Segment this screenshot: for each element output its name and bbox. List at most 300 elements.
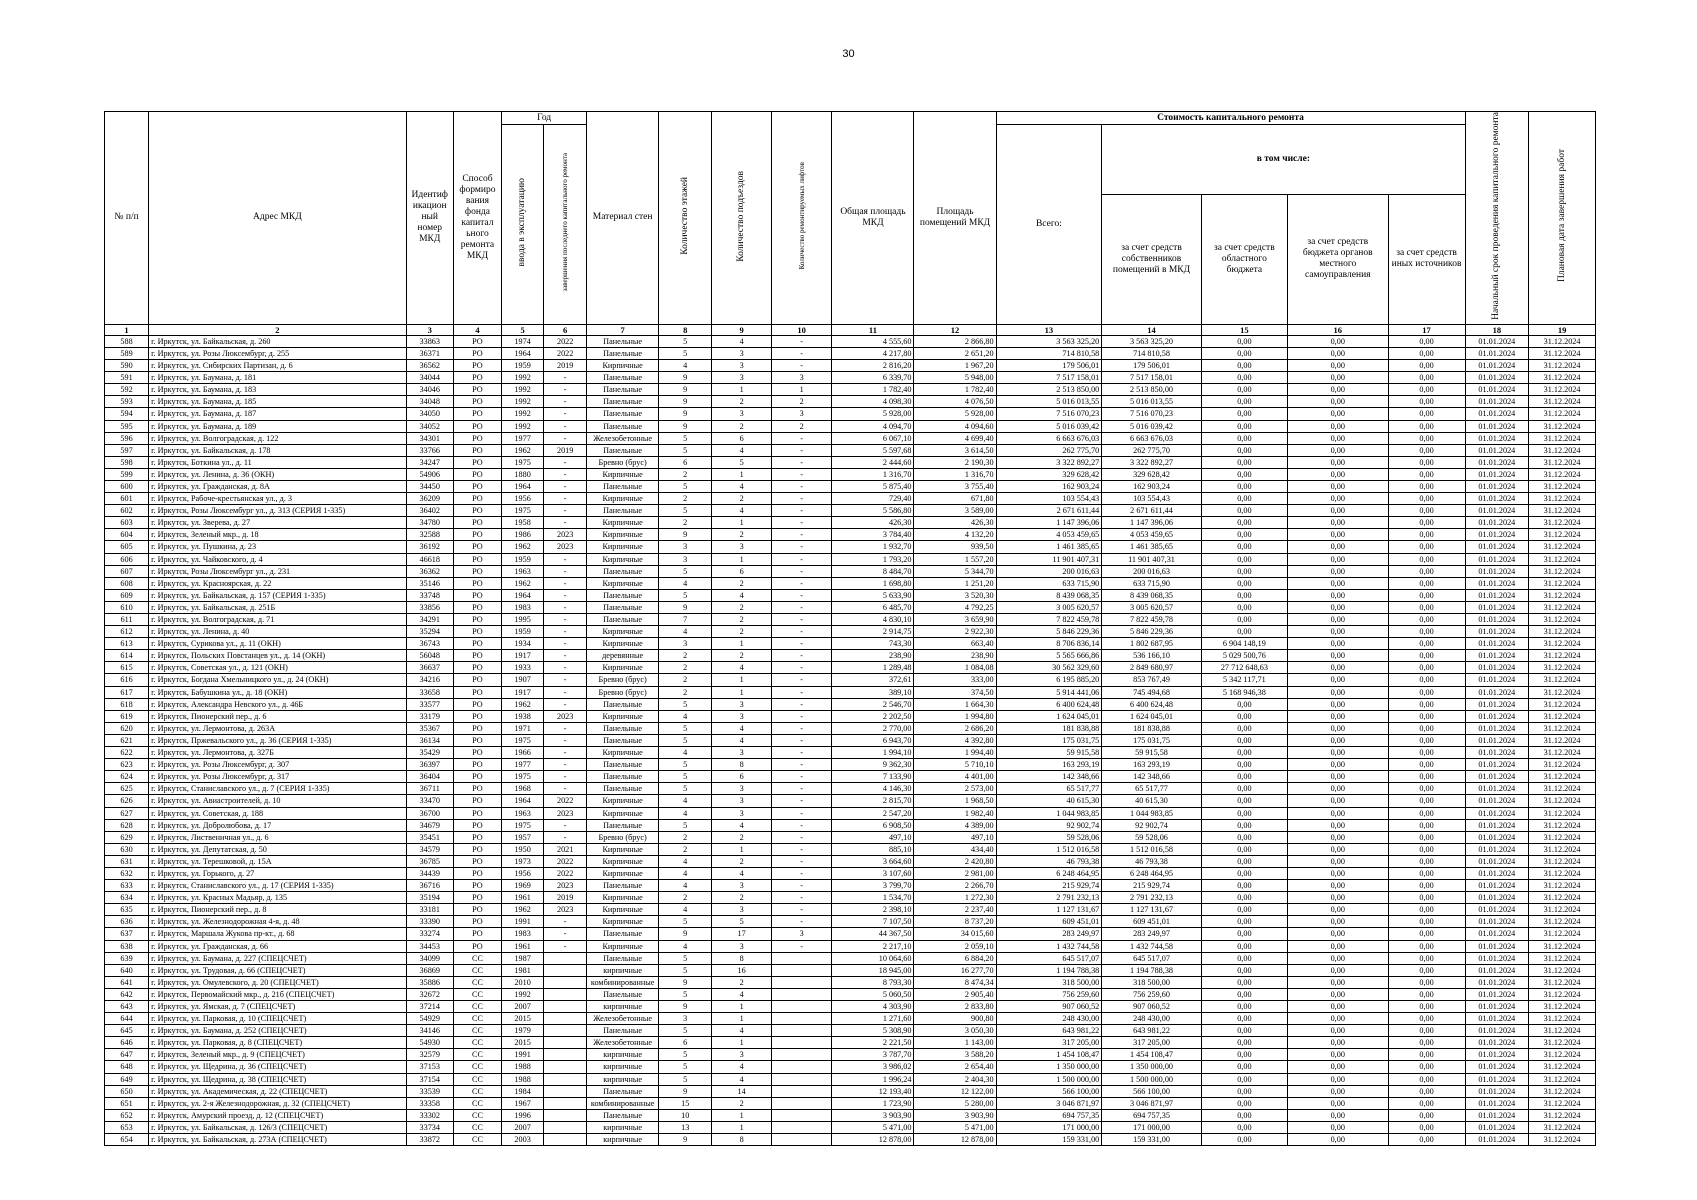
cell-premises-area: 939,50 bbox=[914, 541, 996, 553]
cell-total-area: 3 986,02 bbox=[832, 1061, 914, 1073]
cell-total-cost: 643 981,22 bbox=[996, 1025, 1102, 1037]
cell-regional: 0,00 bbox=[1201, 420, 1287, 432]
cell-other: 0,00 bbox=[1388, 1097, 1465, 1109]
cell-local: 0,00 bbox=[1287, 505, 1388, 517]
cell-premises-area: 1 664,30 bbox=[914, 698, 996, 710]
column-number: 4 bbox=[453, 324, 501, 335]
cell-owners: 142 348,66 bbox=[1102, 771, 1202, 783]
cell-start-date: 01.01.2024 bbox=[1465, 614, 1529, 626]
cell-start-date: 01.01.2024 bbox=[1465, 468, 1529, 480]
cell-regional: 0,00 bbox=[1201, 335, 1287, 347]
cell-regional: 0,00 bbox=[1201, 819, 1287, 831]
cell-regional: 0,00 bbox=[1201, 1061, 1287, 1073]
cell-total-cost: 1 461 385,65 bbox=[996, 541, 1102, 553]
cell-ident: 35429 bbox=[406, 747, 453, 759]
cell-other: 0,00 bbox=[1388, 771, 1465, 783]
cell-year-last-repair: - bbox=[544, 928, 587, 940]
cell-method: СС bbox=[453, 1013, 501, 1025]
cell-local: 0,00 bbox=[1287, 952, 1388, 964]
cell-floors: 4 bbox=[659, 855, 712, 867]
cell-local: 0,00 bbox=[1287, 444, 1388, 456]
cell-total-area: 1 782,40 bbox=[832, 384, 914, 396]
cell-ident: 33302 bbox=[406, 1109, 453, 1121]
cell-start-date: 01.01.2024 bbox=[1465, 565, 1529, 577]
table-row bbox=[105, 432, 1596, 444]
cell-end-date: 31.12.2024 bbox=[1529, 892, 1596, 904]
cell-total-cost: 756 259,60 bbox=[996, 988, 1102, 1000]
cell-total-area: 3 903,90 bbox=[832, 1109, 914, 1121]
cell-end-date: 31.12.2024 bbox=[1529, 505, 1596, 517]
cell-premises-area: 5 948,00 bbox=[914, 372, 996, 384]
cell-year-last-repair bbox=[544, 1073, 587, 1085]
cell-ident: 34439 bbox=[406, 867, 453, 879]
cell-total-area: 5 060,50 bbox=[832, 988, 914, 1000]
cell-wall-material: Панельные bbox=[587, 771, 659, 783]
cell-regional: 27 712 648,63 bbox=[1201, 662, 1287, 674]
column-number: 15 bbox=[1201, 324, 1287, 335]
cell-method: РО bbox=[453, 638, 501, 650]
cell-start-date: 01.01.2024 bbox=[1465, 904, 1529, 916]
cell-regional: 5 168 946,38 bbox=[1201, 686, 1287, 698]
cell-wall-material: Панельные bbox=[587, 952, 659, 964]
cell-other: 0,00 bbox=[1388, 855, 1465, 867]
cell-regional: 0,00 bbox=[1201, 493, 1287, 505]
cell-end-date: 31.12.2024 bbox=[1529, 601, 1596, 613]
cell-ident: 35367 bbox=[406, 722, 453, 734]
cell-owners: 2 513 850,00 bbox=[1102, 384, 1202, 396]
cell-other: 0,00 bbox=[1388, 867, 1465, 879]
cell-address: г. Иркутск, ул. Байкальская, д. 126/3 (СПЕЦСЧЕТ) bbox=[149, 1121, 407, 1133]
cell-floors: 7 bbox=[659, 614, 712, 626]
cell-method: СС bbox=[453, 952, 501, 964]
cell-num: 603 bbox=[105, 517, 149, 529]
cell-regional: 0,00 bbox=[1201, 976, 1287, 988]
header-total-area: Общая площадь МКД bbox=[832, 112, 914, 325]
cell-num: 613 bbox=[105, 638, 149, 650]
cell-floors: 4 bbox=[659, 867, 712, 879]
cell-wall-material: кирпичные bbox=[587, 1073, 659, 1085]
cell-address: г. Иркутск, ул. Гражданская, д. 66 bbox=[149, 940, 407, 952]
cell-total-area: 5 586,80 bbox=[832, 505, 914, 517]
cell-local: 0,00 bbox=[1287, 855, 1388, 867]
column-number: 6 bbox=[544, 324, 587, 335]
cell-method: РО bbox=[453, 347, 501, 359]
cell-method: СС bbox=[453, 1121, 501, 1133]
cell-floors: 9 bbox=[659, 1001, 712, 1013]
cell-ident: 36209 bbox=[406, 493, 453, 505]
cell-wall-material: Кирпичные bbox=[587, 662, 659, 674]
cell-elevators: - bbox=[771, 614, 832, 626]
cell-total-area: 5 308,90 bbox=[832, 1025, 914, 1037]
cell-wall-material: Панельные bbox=[587, 505, 659, 517]
cell-year-commission: 1933 bbox=[502, 662, 544, 674]
cell-method: РО bbox=[453, 783, 501, 795]
cell-num: 596 bbox=[105, 432, 149, 444]
cell-ident: 37154 bbox=[406, 1073, 453, 1085]
cell-num: 646 bbox=[105, 1037, 149, 1049]
cell-regional: 0,00 bbox=[1201, 988, 1287, 1000]
cell-year-commission: 1959 bbox=[502, 626, 544, 638]
cell-year-last-repair: - bbox=[544, 565, 587, 577]
cell-premises-area: 426,30 bbox=[914, 517, 996, 529]
cell-address: г. Иркутск, ул. Розы Люксембург, д. 307 bbox=[149, 759, 407, 771]
capital-repair-table bbox=[104, 111, 1596, 1146]
cell-ident: 34216 bbox=[406, 674, 453, 686]
cell-method: РО bbox=[453, 807, 501, 819]
cell-start-date: 01.01.2024 bbox=[1465, 505, 1529, 517]
cell-premises-area: 16 277,70 bbox=[914, 964, 996, 976]
cell-year-last-repair bbox=[544, 1013, 587, 1025]
cell-num: 639 bbox=[105, 952, 149, 964]
cell-premises-area: 12 878,00 bbox=[914, 1134, 996, 1146]
cell-premises-area: 5 710,10 bbox=[914, 759, 996, 771]
table-row bbox=[105, 843, 1596, 855]
cell-start-date: 01.01.2024 bbox=[1465, 880, 1529, 892]
cell-floors: 2 bbox=[659, 468, 712, 480]
cell-wall-material: Панельные bbox=[587, 722, 659, 734]
cell-elevators: 2 bbox=[771, 420, 832, 432]
cell-start-date: 01.01.2024 bbox=[1465, 831, 1529, 843]
cell-wall-material: Панельные bbox=[587, 880, 659, 892]
cell-total-area: 2 221,50 bbox=[832, 1037, 914, 1049]
cell-owners: 633 715,90 bbox=[1102, 577, 1202, 589]
cell-other: 0,00 bbox=[1388, 1134, 1465, 1146]
cell-start-date: 01.01.2024 bbox=[1465, 662, 1529, 674]
cell-entrances: 3 bbox=[712, 904, 772, 916]
cell-local: 0,00 bbox=[1287, 384, 1388, 396]
cell-premises-area: 3 588,20 bbox=[914, 1049, 996, 1061]
cell-owners: 1 802 687,95 bbox=[1102, 638, 1202, 650]
cell-elevators bbox=[771, 988, 832, 1000]
cell-total-area: 2 546,70 bbox=[832, 698, 914, 710]
cell-end-date: 31.12.2024 bbox=[1529, 867, 1596, 879]
cell-year-commission: 1988 bbox=[502, 1073, 544, 1085]
cell-num: 631 bbox=[105, 855, 149, 867]
cell-floors: 9 bbox=[659, 529, 712, 541]
cell-year-commission: 1977 bbox=[502, 759, 544, 771]
cell-wall-material: Панельные bbox=[587, 347, 659, 359]
cell-entrances: 3 bbox=[712, 940, 772, 952]
cell-premises-area: 3 520,30 bbox=[914, 589, 996, 601]
cell-wall-material: Кирпичные bbox=[587, 807, 659, 819]
cell-method: РО bbox=[453, 360, 501, 372]
cell-local: 0,00 bbox=[1287, 529, 1388, 541]
cell-other: 0,00 bbox=[1388, 577, 1465, 589]
cell-elevators: - bbox=[771, 589, 832, 601]
cell-year-last-repair bbox=[544, 988, 587, 1000]
cell-address: г. Иркутск, Бабушкина ул., д. 18 (ОКН) bbox=[149, 686, 407, 698]
cell-wall-material: Кирпичные bbox=[587, 553, 659, 565]
cell-floors: 4 bbox=[659, 360, 712, 372]
cell-owners: 1 350 000,00 bbox=[1102, 1061, 1202, 1073]
cell-regional: 5 342 117,71 bbox=[1201, 674, 1287, 686]
cell-other: 0,00 bbox=[1388, 674, 1465, 686]
cell-other: 0,00 bbox=[1388, 940, 1465, 952]
cell-total-area: 44 367,50 bbox=[832, 928, 914, 940]
cell-ident: 33358 bbox=[406, 1097, 453, 1109]
cell-method: РО bbox=[453, 928, 501, 940]
cell-total-cost: 317 205,00 bbox=[996, 1037, 1102, 1049]
cell-entrances: 1 bbox=[712, 638, 772, 650]
cell-elevators: - bbox=[771, 710, 832, 722]
cell-other: 0,00 bbox=[1388, 795, 1465, 807]
cell-entrances: 3 bbox=[712, 541, 772, 553]
cell-ident: 33181 bbox=[406, 904, 453, 916]
cell-regional: 0,00 bbox=[1201, 565, 1287, 577]
cell-wall-material: комбинированные bbox=[587, 976, 659, 988]
cell-method: РО bbox=[453, 529, 501, 541]
cell-ident: 36134 bbox=[406, 734, 453, 746]
cell-wall-material: Панельные bbox=[587, 1109, 659, 1121]
column-number: 19 bbox=[1529, 324, 1596, 335]
cell-other: 0,00 bbox=[1388, 396, 1465, 408]
column-numbers-row bbox=[105, 324, 1596, 335]
cell-local: 0,00 bbox=[1287, 722, 1388, 734]
cell-ident: 34291 bbox=[406, 614, 453, 626]
table-row bbox=[105, 444, 1596, 456]
cell-address: г. Иркутск, Станиславского ул., д. 7 (СЕРИЯ 1-335) bbox=[149, 783, 407, 795]
cell-year-commission: 1984 bbox=[502, 1085, 544, 1097]
cell-other: 0,00 bbox=[1388, 904, 1465, 916]
cell-year-commission: 1975 bbox=[502, 505, 544, 517]
cell-wall-material: Панельные bbox=[587, 384, 659, 396]
cell-num: 644 bbox=[105, 1013, 149, 1025]
cell-method: РО bbox=[453, 420, 501, 432]
cell-local: 0,00 bbox=[1287, 456, 1388, 468]
cell-elevators: - bbox=[771, 517, 832, 529]
cell-entrances: 4 bbox=[712, 867, 772, 879]
cell-elevators: - bbox=[771, 505, 832, 517]
cell-start-date: 01.01.2024 bbox=[1465, 843, 1529, 855]
table-row bbox=[105, 674, 1596, 686]
cell-premises-area: 671,80 bbox=[914, 493, 996, 505]
cell-ident: 33766 bbox=[406, 444, 453, 456]
cell-owners: 1 194 788,38 bbox=[1102, 964, 1202, 976]
cell-floors: 3 bbox=[659, 541, 712, 553]
cell-entrances: 8 bbox=[712, 759, 772, 771]
cell-total-area: 238,90 bbox=[832, 650, 914, 662]
cell-wall-material: Панельные bbox=[587, 565, 659, 577]
cell-year-last-repair bbox=[544, 1049, 587, 1061]
cell-method: РО bbox=[453, 650, 501, 662]
cell-year-commission: 1964 bbox=[502, 347, 544, 359]
cell-wall-material: кирпичные bbox=[587, 1061, 659, 1073]
cell-num: 636 bbox=[105, 916, 149, 928]
cell-premises-area: 2 404,30 bbox=[914, 1073, 996, 1085]
cell-floors: 5 bbox=[659, 722, 712, 734]
cell-ident: 46618 bbox=[406, 553, 453, 565]
cell-year-commission: 1992 bbox=[502, 372, 544, 384]
cell-regional: 0,00 bbox=[1201, 601, 1287, 613]
cell-floors: 5 bbox=[659, 952, 712, 964]
cell-address: г. Иркутск, ул. Депутатская, д. 50 bbox=[149, 843, 407, 855]
cell-address: г. Иркутск, ул. Омулевского, д. 20 (СПЕЦСЧЕТ) bbox=[149, 976, 407, 988]
cell-end-date: 31.12.2024 bbox=[1529, 783, 1596, 795]
cell-year-commission: 1917 bbox=[502, 686, 544, 698]
table-row bbox=[105, 1037, 1596, 1049]
cell-year-last-repair bbox=[544, 976, 587, 988]
column-number: 7 bbox=[587, 324, 659, 335]
cell-end-date: 31.12.2024 bbox=[1529, 771, 1596, 783]
cell-end-date: 31.12.2024 bbox=[1529, 1049, 1596, 1061]
cell-year-last-repair: - bbox=[544, 662, 587, 674]
cell-address: г. Иркутск, Розы Люксембург ул., д. 313 (СЕРИЯ 1-335) bbox=[149, 505, 407, 517]
cell-address: г. Иркутск, Маршала Жукова пр-кт., д. 68 bbox=[149, 928, 407, 940]
cell-start-date: 01.01.2024 bbox=[1465, 710, 1529, 722]
cell-wall-material: кирпичные bbox=[587, 1121, 659, 1133]
cell-elevators bbox=[771, 976, 832, 988]
column-number: 14 bbox=[1102, 324, 1202, 335]
table-row bbox=[105, 577, 1596, 589]
cell-ident: 33863 bbox=[406, 335, 453, 347]
cell-premises-area: 434,40 bbox=[914, 843, 996, 855]
cell-floors: 9 bbox=[659, 1134, 712, 1146]
cell-num: 638 bbox=[105, 940, 149, 952]
cell-elevators bbox=[771, 1109, 832, 1121]
cell-local: 0,00 bbox=[1287, 408, 1388, 420]
cell-year-last-repair: - bbox=[544, 408, 587, 420]
cell-floors: 9 bbox=[659, 372, 712, 384]
cell-owners: 3 005 620,57 bbox=[1102, 601, 1202, 613]
table-row bbox=[105, 1073, 1596, 1085]
cell-year-last-repair bbox=[544, 1085, 587, 1097]
cell-wall-material: Железобетонные bbox=[587, 1037, 659, 1049]
cell-ident: 37214 bbox=[406, 1001, 453, 1013]
cell-other: 0,00 bbox=[1388, 614, 1465, 626]
cell-owners: 745 494,68 bbox=[1102, 686, 1202, 698]
cell-entrances: 4 bbox=[712, 335, 772, 347]
cell-total-area: 743,30 bbox=[832, 638, 914, 650]
cell-year-last-repair: 2022 bbox=[544, 795, 587, 807]
cell-regional: 0,00 bbox=[1201, 759, 1287, 771]
cell-num: 599 bbox=[105, 468, 149, 480]
cell-owners: 6 400 624,48 bbox=[1102, 698, 1202, 710]
cell-elevators bbox=[771, 964, 832, 976]
cell-total-area: 426,30 bbox=[832, 517, 914, 529]
cell-regional: 0,00 bbox=[1201, 843, 1287, 855]
cell-entrances: 3 bbox=[712, 807, 772, 819]
cell-floors: 5 bbox=[659, 771, 712, 783]
cell-wall-material: Панельные bbox=[587, 614, 659, 626]
cell-total-area: 3 107,60 bbox=[832, 867, 914, 879]
cell-total-cost: 179 506,01 bbox=[996, 360, 1102, 372]
header-floors: Количество этажей bbox=[659, 112, 712, 325]
cell-ident: 32588 bbox=[406, 529, 453, 541]
cell-wall-material: кирпичные bbox=[587, 1049, 659, 1061]
cell-ident: 34146 bbox=[406, 1025, 453, 1037]
cell-year-commission: 1971 bbox=[502, 722, 544, 734]
cell-entrances: 2 bbox=[712, 396, 772, 408]
cell-total-cost: 2 671 611,44 bbox=[996, 505, 1102, 517]
cell-address: г. Иркутск, ул. Щедрина, д. 38 (СПЕЦСЧЕТ) bbox=[149, 1073, 407, 1085]
cell-floors: 13 bbox=[659, 1121, 712, 1133]
cell-start-date: 01.01.2024 bbox=[1465, 589, 1529, 601]
cell-other: 0,00 bbox=[1388, 347, 1465, 359]
cell-other: 0,00 bbox=[1388, 1037, 1465, 1049]
cell-num: 606 bbox=[105, 553, 149, 565]
cell-method: РО bbox=[453, 468, 501, 480]
cell-year-commission: 1987 bbox=[502, 952, 544, 964]
cell-num: 619 bbox=[105, 710, 149, 722]
cell-entrances: 2 bbox=[712, 831, 772, 843]
cell-regional: 0,00 bbox=[1201, 384, 1287, 396]
cell-owners: 645 517,07 bbox=[1102, 952, 1202, 964]
cell-local: 0,00 bbox=[1287, 541, 1388, 553]
cell-method: РО bbox=[453, 480, 501, 492]
cell-end-date: 31.12.2024 bbox=[1529, 880, 1596, 892]
cell-end-date: 31.12.2024 bbox=[1529, 360, 1596, 372]
cell-address: г. Иркутск, ул. Баумана, д. 187 bbox=[149, 408, 407, 420]
cell-other: 0,00 bbox=[1388, 565, 1465, 577]
cell-local: 0,00 bbox=[1287, 480, 1388, 492]
cell-local: 0,00 bbox=[1287, 372, 1388, 384]
cell-wall-material: Кирпичные bbox=[587, 529, 659, 541]
cell-total-area: 8 793,30 bbox=[832, 976, 914, 988]
cell-start-date: 01.01.2024 bbox=[1465, 952, 1529, 964]
cell-elevators bbox=[771, 1013, 832, 1025]
cell-end-date: 31.12.2024 bbox=[1529, 940, 1596, 952]
cell-ident: 36869 bbox=[406, 964, 453, 976]
cell-year-commission: 1962 bbox=[502, 541, 544, 553]
cell-entrances: 2 bbox=[712, 420, 772, 432]
cell-year-last-repair: - bbox=[544, 456, 587, 468]
cell-end-date: 31.12.2024 bbox=[1529, 577, 1596, 589]
cell-owners: 536 166,10 bbox=[1102, 650, 1202, 662]
cell-owners: 318 500,00 bbox=[1102, 976, 1202, 988]
cell-address: г. Иркутск, ул. Красноярская, д. 22 bbox=[149, 577, 407, 589]
header-year-last-repair: завершения последнего капитального ремонта bbox=[544, 125, 587, 325]
cell-year-last-repair bbox=[544, 1001, 587, 1013]
cell-method: РО bbox=[453, 384, 501, 396]
cell-end-date: 31.12.2024 bbox=[1529, 420, 1596, 432]
cell-owners: 566 100,00 bbox=[1102, 1085, 1202, 1097]
cell-start-date: 01.01.2024 bbox=[1465, 1037, 1529, 1049]
cell-local: 0,00 bbox=[1287, 1049, 1388, 1061]
cell-start-date: 01.01.2024 bbox=[1465, 747, 1529, 759]
cell-local: 0,00 bbox=[1287, 880, 1388, 892]
cell-num: 594 bbox=[105, 408, 149, 420]
table-row bbox=[105, 372, 1596, 384]
cell-end-date: 31.12.2024 bbox=[1529, 916, 1596, 928]
cell-year-last-repair: - bbox=[544, 783, 587, 795]
cell-method: РО bbox=[453, 517, 501, 529]
cell-premises-area: 4 094,60 bbox=[914, 420, 996, 432]
cell-start-date: 01.01.2024 bbox=[1465, 807, 1529, 819]
cell-end-date: 31.12.2024 bbox=[1529, 626, 1596, 638]
cell-local: 0,00 bbox=[1287, 698, 1388, 710]
cell-regional: 0,00 bbox=[1201, 372, 1287, 384]
cell-other: 0,00 bbox=[1388, 541, 1465, 553]
cell-elevators: - bbox=[771, 698, 832, 710]
cell-ident: 34046 bbox=[406, 384, 453, 396]
cell-end-date: 31.12.2024 bbox=[1529, 456, 1596, 468]
cell-owners: 907 060,52 bbox=[1102, 1001, 1202, 1013]
cell-year-last-repair bbox=[544, 1061, 587, 1073]
cell-elevators bbox=[771, 1134, 832, 1146]
cell-year-last-repair bbox=[544, 1109, 587, 1121]
cell-start-date: 01.01.2024 bbox=[1465, 1049, 1529, 1061]
cell-total-cost: 1 350 000,00 bbox=[996, 1061, 1102, 1073]
cell-num: 588 bbox=[105, 335, 149, 347]
cell-ident: 34050 bbox=[406, 408, 453, 420]
cell-floors: 9 bbox=[659, 1085, 712, 1097]
cell-year-last-repair: 2022 bbox=[544, 347, 587, 359]
cell-regional: 0,00 bbox=[1201, 468, 1287, 480]
cell-premises-area: 4 076,50 bbox=[914, 396, 996, 408]
cell-end-date: 31.12.2024 bbox=[1529, 952, 1596, 964]
cell-other: 0,00 bbox=[1388, 589, 1465, 601]
cell-elevators: - bbox=[771, 734, 832, 746]
